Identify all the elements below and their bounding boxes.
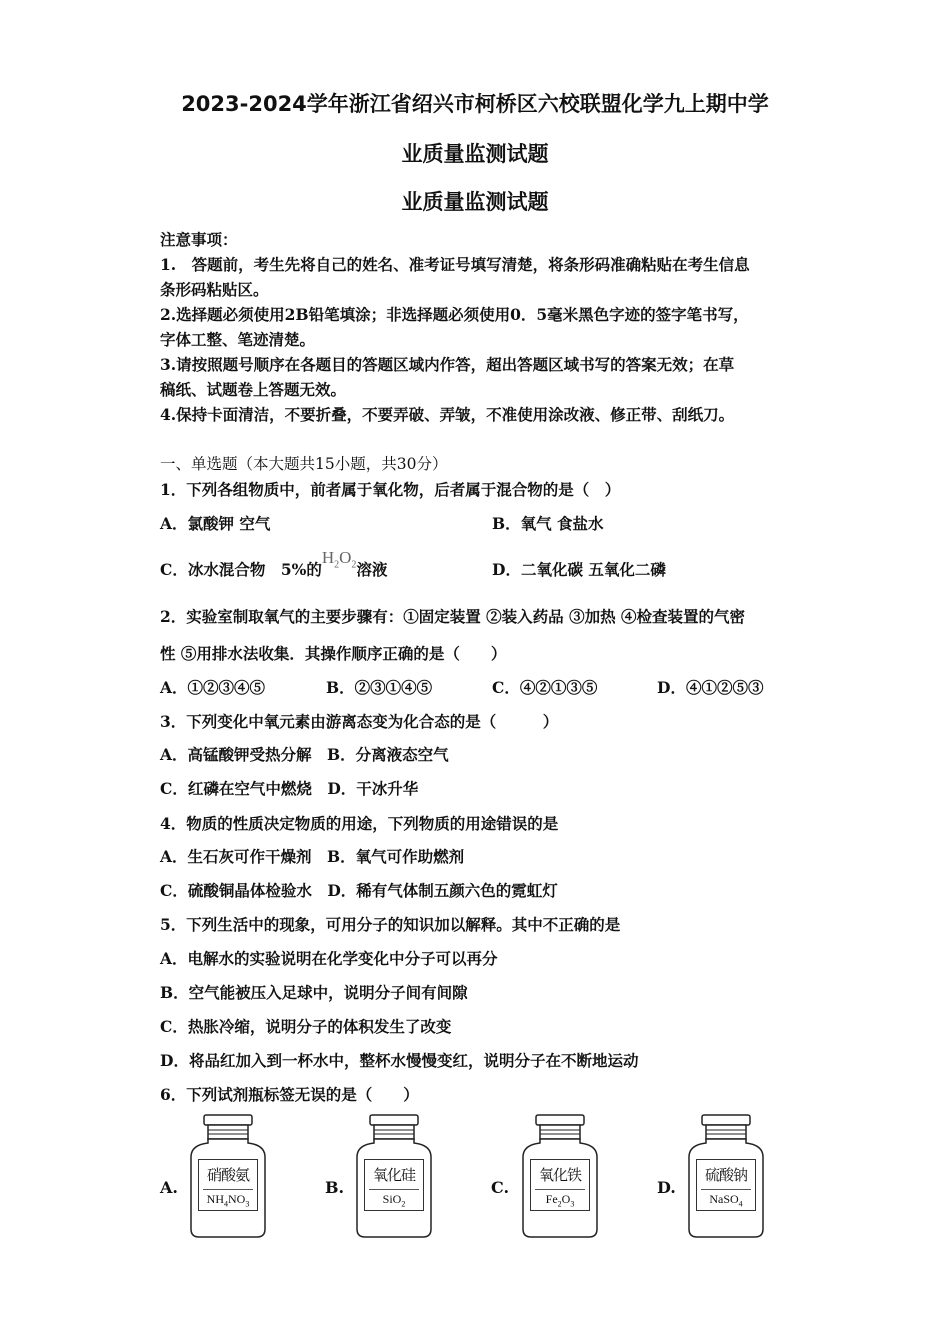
q4-options-cd: C．硫酸铜晶体检验水 D．稀有气体制五颜六色的霓虹灯 bbox=[160, 881, 558, 900]
q1-option-b: B．氧气 食盐水 bbox=[492, 514, 604, 533]
section-heading: 一、单选题（本大题共15小题，共30分） bbox=[160, 455, 448, 473]
q6-option-d-letter: D. bbox=[657, 1178, 676, 1197]
q2-option-c: C．④②①③⑤ bbox=[492, 678, 598, 697]
bottle-label-formula: SiO$_2$ bbox=[369, 1189, 419, 1208]
reagent-bottle-c bbox=[519, 1113, 601, 1241]
q5-option-a: A．电解水的实验说明在化学变化中分子可以再分 bbox=[160, 949, 498, 968]
reagent-bottle-d bbox=[685, 1113, 767, 1241]
q3-options-ab: A．高锰酸钾受热分解 B．分离液态空气 bbox=[160, 745, 449, 764]
q2-option-b: B．②③①④⑤ bbox=[326, 678, 433, 697]
exam-title-line3: 业质量监测试题 bbox=[401, 190, 549, 214]
bottle-label bbox=[364, 1159, 424, 1211]
q5-option-b: B．空气能被压入足球中，说明分子间有间隙 bbox=[160, 983, 468, 1002]
bottle-label-name: 氧化硅 bbox=[372, 1166, 415, 1184]
h2o2-formula: $H_2O_2$ bbox=[321, 548, 357, 571]
bottle-label-formula: $NH_4NO_3$ bbox=[203, 1189, 253, 1208]
bottle-label bbox=[530, 1159, 590, 1211]
bottle-label-name: 硫酸钠 bbox=[704, 1166, 747, 1184]
q1-stem: 1．下列各组物质中，前者属于氧化物，后者属于混合物的是（ ） bbox=[160, 480, 621, 499]
q1-option-d: D．二氧化碳 五氧化二磷 bbox=[492, 560, 666, 579]
bottle-label-name: 氧化铁 bbox=[538, 1166, 581, 1184]
notice-heading: 注意事项： bbox=[160, 230, 238, 249]
q2-option-a: A．①②③④⑤ bbox=[160, 678, 266, 697]
q2-option-d: D．④①②⑤③ bbox=[657, 678, 764, 697]
q4-stem: 4．物质的性质决定物质的用途，下列物质的用途错误的是 bbox=[160, 814, 559, 833]
q5-option-c: C．热胀冷缩，说明分子的体积发生了改变 bbox=[160, 1017, 452, 1036]
q6-stem: 6．下列试剂瓶标签无误的是（ ） bbox=[160, 1085, 419, 1104]
q4-options-ab: A．生石灰可作干燥剂 B．氧气可作助燃剂 bbox=[160, 847, 465, 866]
bottle-label-formula: NaSO$_4$ bbox=[701, 1189, 751, 1208]
q2-stem-line2: 性 ⑤用排水法收集．其操作顺序正确的是（ ） bbox=[160, 644, 507, 663]
notice-line: 字体工整、笔迹清楚。 bbox=[160, 330, 316, 349]
q3-options-cd: C．红磷在空气中燃烧 D．干冰升华 bbox=[160, 779, 419, 798]
q1-option-c-text: C．冰水混合物 5%的 bbox=[160, 560, 322, 579]
q6-option-c-letter: C. bbox=[491, 1178, 510, 1197]
q1-option-c-suffix: 溶液 bbox=[356, 560, 388, 579]
notice-line: 稿纸、试题卷上答题无效。 bbox=[160, 380, 347, 399]
q1-option-a: A．氯酸钾 空气 bbox=[160, 514, 271, 533]
notice-line: 条形码粘贴区。 bbox=[160, 280, 269, 299]
q6-option-b-letter: B. bbox=[325, 1178, 345, 1197]
notice-line: 1. 答题前，考生先将自己的姓名、准考证号填写清楚，将条形码准确粘贴在考生信息 bbox=[160, 255, 750, 274]
notice-line: 2.选择题必须使用2B铅笔填涂；非选择题必须使用0．5毫米黑色字迹的签字笔书写， bbox=[160, 305, 749, 324]
exam-title-line1: 2023-2024学年浙江省绍兴市柯桥区六校联盟化学九上期中学 bbox=[181, 92, 769, 116]
bottle-label bbox=[696, 1159, 756, 1211]
q6-option-a-letter: A. bbox=[160, 1178, 178, 1197]
q2-stem-line1: 2．实验室制取氧气的主要步骤有：①固定装置 ②装入药品 ③加热 ④检查装置的气密 bbox=[160, 607, 745, 626]
notice-line: 4.保持卡面清洁，不要折叠，不要弄破、弄皱，不准使用涂改液、修正带、刮纸刀。 bbox=[160, 405, 735, 424]
bottle-label-name: 硝酸氨 bbox=[206, 1166, 249, 1184]
reagent-bottle-b bbox=[353, 1113, 435, 1241]
exam-title-line2: 业质量监测试题 bbox=[401, 142, 549, 166]
q5-option-d: D．将品红加入到一杯水中，整杯水慢慢变红，说明分子在不断地运动 bbox=[160, 1051, 639, 1070]
bottle-label-formula: $Fe_2O_3$ bbox=[535, 1189, 585, 1208]
q1-option-c bbox=[160, 548, 388, 582]
bottle-label bbox=[198, 1159, 258, 1211]
q5-stem: 5．下列生活中的现象，可用分子的知识加以解释。其中不正确的是 bbox=[160, 915, 621, 934]
notice-line: 3.请按照题号顺序在各题目的答题区域内作答，超出答题区域书写的答案无效；在草 bbox=[160, 355, 735, 374]
q3-stem: 3．下列变化中氧元素由游离态变为化合态的是（ ） bbox=[160, 712, 559, 731]
reagent-bottle-a bbox=[187, 1113, 269, 1241]
